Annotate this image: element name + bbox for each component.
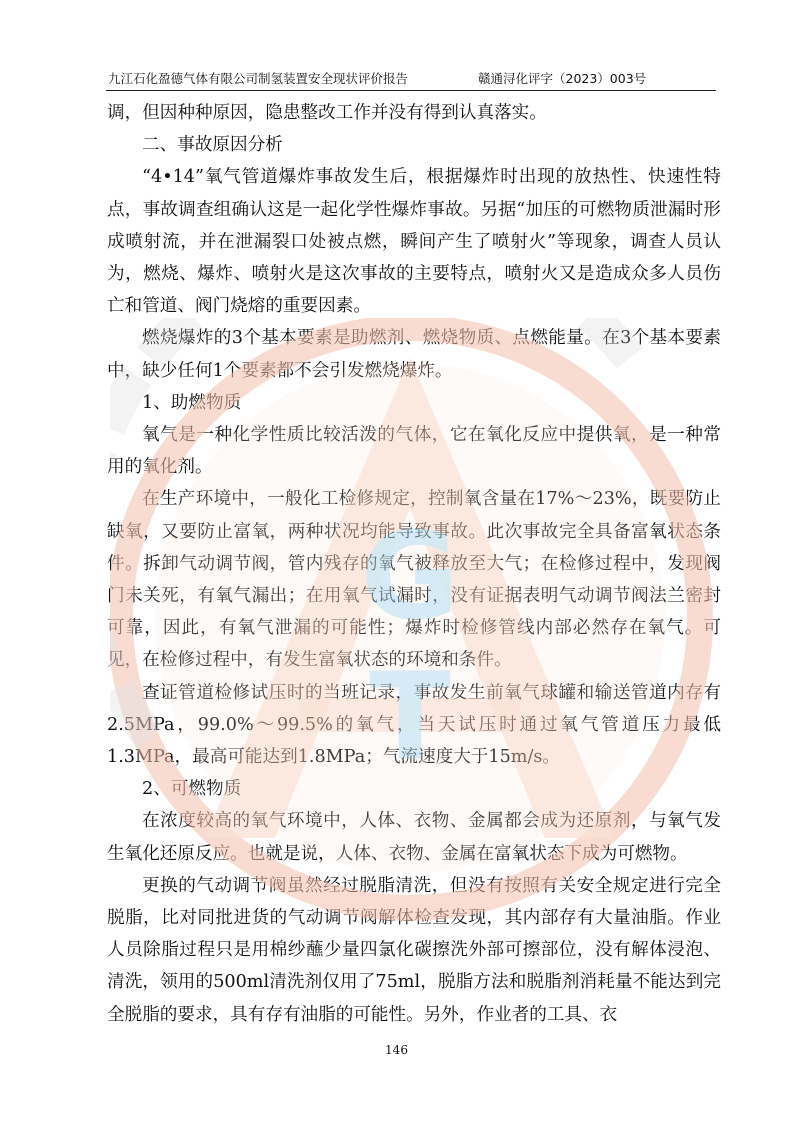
header-report-title: 九江石化盈德气体有限公司制氢装置安全现状评价报告 [108, 71, 409, 86]
body-paragraph: 二、事故原因分析 [142, 135, 283, 156]
report-body [107, 97, 721, 1031]
body-paragraph: 查证管道检修试压时的当班记录，事故发生前氧气球罐和输送管道内存有2.5MPa，99.0%～99.5%的氧气，当天试压时通过氧气管道压力最低1.3MPa，最高可能达到1.8MPa；气流速度大于15m/s。 [107, 682, 721, 768]
page-header [108, 70, 694, 90]
body-paragraph: 在浓度较高的氧气环境中，人体、衣物、金属都会成为还原剂，与氧气发生氧化还原反应。也就是说，人体、衣物、金属在富氧状态下成为可燃物。 [107, 811, 721, 864]
seal-glyph-bottom: T [369, 648, 451, 787]
body-paragraph: “4•14”氧气管道爆炸事故发生后，根据爆炸时出现的放热性、快速性特点，事故调查组确认这是一起化学性爆炸事故。另据“加压的可燃物质泄漏时形成喷射流，并在泄漏裂口处被点燃，瞬间产生了喷射火”等现象，调查人员认为，燃烧、爆炸、喷射火是这次事故的主要特点，喷射火又是造成众多人员伤亡和管道、阀门烧熔的重要因素。 [107, 167, 721, 317]
body-paragraph: 1、助燃物质 [142, 392, 242, 413]
body-paragraph: 燃烧爆炸的3个基本要素是助燃剂、燃烧物质、点燃能量。在3个基本要素中，缺少任何1个要素都不会引发燃烧爆炸。 [107, 328, 721, 381]
body-paragraph: 在生产环境中，一般化工检修规定，控制氧含量在17%～23%，既要防止缺氧，又要防止富氧，两种状况均能导致事故。此次事故完全具备富氧状态条件。拆卸气动调节阀，管内残存的氧气被释放至大气；在检修过程中，发现阀门未关死，有氧气漏出；在用氧气试漏时，没有证据表明气动调节阀法兰密封可靠，因此，有氧气泄漏的可能性；爆炸时检修管线内部必然存在氧气。可见，在检修过程中，有发生富氧状态的环境和条件。 [107, 489, 721, 671]
body-paragraph: 调，但因种种原因，隐患整改工作并没有得到认真落实。 [107, 103, 547, 123]
page-number: 146 [385, 1043, 408, 1057]
header-divider [106, 90, 716, 91]
body-paragraph: 更换的气动调节阀虽然经过脱脂清洗，但没有按照有关安全规定进行完全脱脂，比对同批进货的气动调节阀解体检查发现，其内部存有大量油脂。作业人员除脂过程只是用棉纱蘸少量四氯化碳擦洗外部可擦部位，没有解体浸泡、清洗，领用的500ml清洗剂仅用了75ml，脱脂方法和脱脂剂消耗量不能达到完全脱脂的要求，具有存有油脂的可能性。另外，作业者的工具、衣 [107, 875, 721, 1025]
body-paragraph: 氧气是一种化学性质比较活泼的气体，它在氧化反应中提供氧，是一种常用的氧化剂。 [107, 425, 721, 478]
body-paragraph: 2、可燃物质 [142, 779, 242, 800]
header-report-number: 赣通浔化评字（2023）003号 [478, 71, 647, 86]
seal-glyph-top: G [360, 508, 460, 647]
